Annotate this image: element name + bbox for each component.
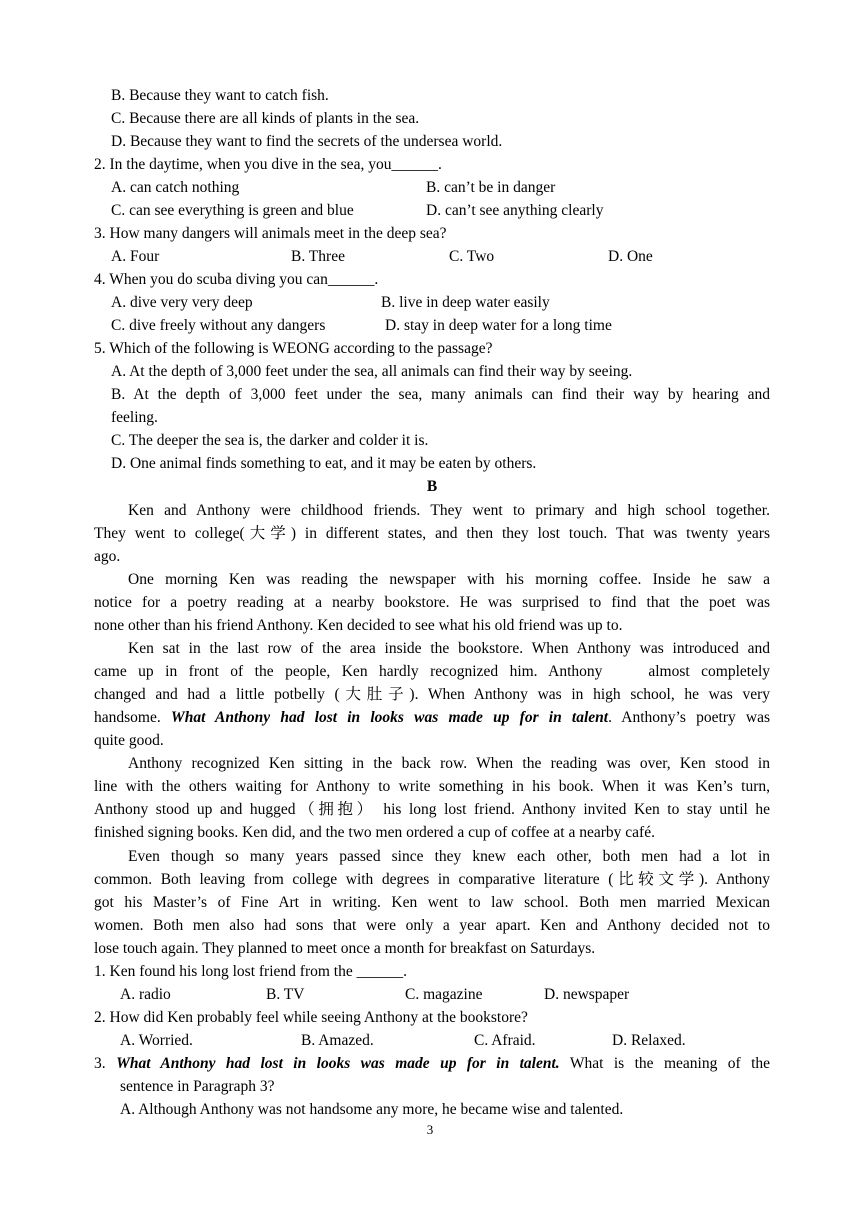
b-question-3-stem: [94, 1052, 770, 1075]
paragraph-2-line: One morning Ken was reading the newspaper with his morning coffee. Inside he saw a: [128, 571, 770, 588]
paragraph-4-line: Anthony stood up and hugged（拥抱） his long lost friend. Anthony invited Ken to stay until he: [94, 801, 770, 818]
option-c: C. dive freely without any dangers: [111, 317, 326, 334]
paragraph-3-line: changed and had a little potbelly (大肚子). When Anthony was in high school, he was very: [94, 686, 770, 703]
option-b: B. Amazed.: [301, 1032, 374, 1049]
emphasized-sentence: What Anthony had lost in looks was made up for in talent.: [116, 1055, 560, 1072]
question-4-stem: 4. When you do scuba diving you can______.: [94, 271, 379, 288]
b-question-2-stem: 2. How did Ken probably feel while seeing Anthony at the bookstore?: [94, 1009, 528, 1026]
question-3-stem: 3. How many dangers will animals meet in the deep sea?: [94, 225, 447, 242]
question-5-option-b: B. At the depth of 3,000 feet under the sea, many animals can find their way by hearing and: [111, 386, 770, 403]
option-d: D. Relaxed.: [612, 1032, 686, 1049]
option-c: C. magazine: [405, 986, 483, 1003]
option-a: A. dive very very deep: [111, 294, 253, 311]
option-b: B. live in deep water easily: [381, 294, 550, 311]
paragraph-2-line: notice for a poetry reading at a nearby bookstore. He was surprised to find that the poet was: [94, 594, 770, 611]
q1-option-c: C. Because there are all kinds of plants in the sea.: [111, 110, 420, 127]
paragraph-1-line: Ken and Anthony were childhood friends. They went to primary and high school together.: [128, 502, 770, 519]
paragraph-3-line: Ken sat in the last row of the area inside the bookstore. When Anthony was introduced and: [128, 640, 770, 657]
option-a: A. Worried.: [120, 1032, 193, 1049]
emphasized-sentence: What Anthony had lost in looks was made up for in talent: [170, 709, 609, 726]
paragraph-4-line: Anthony recognized Ken sitting in the back row. When the reading was over, Ken stood in: [128, 755, 770, 772]
paragraph-1-line: They went to college(大学) in different states, and then they lost touch. That was twenty years: [94, 525, 770, 542]
option-a: A. can catch nothing: [111, 179, 240, 196]
paragraph-3-line: quite good.: [94, 732, 164, 749]
question-5-stem: 5. Which of the following is WEONG according to the passage?: [94, 340, 493, 357]
question-5-option-a: A. At the depth of 3,000 feet under the sea, all animals can find their way by seeing.: [111, 363, 633, 380]
paragraph-5-line: got his Master’s of Fine Art in writing. Ken went to law school. Both men married Mexican: [94, 894, 770, 911]
page-number: 3: [426, 1122, 434, 1137]
question-5-option-b-cont: feeling.: [111, 409, 158, 426]
text: What is the meaning of the: [559, 1055, 771, 1072]
option-b: B. TV: [266, 986, 305, 1003]
option-c: C. Afraid.: [474, 1032, 536, 1049]
paragraph-5-line: lose touch again. They planned to meet once a month for breakfast on Saturdays.: [94, 940, 596, 957]
b-question-3-stem-cont: sentence in Paragraph 3?: [120, 1078, 275, 1095]
b-question-3-option-a: A. Although Anthony was not handsome any more, he became wise and talented.: [120, 1101, 624, 1118]
option-a: A. Four: [111, 248, 160, 265]
q1-option-b: B. Because they want to catch fish.: [111, 87, 329, 104]
option-d: D. One: [608, 248, 653, 265]
option-b: B. Three: [291, 248, 345, 265]
option-d: D. can’t see anything clearly: [426, 202, 604, 219]
paragraph-5-line: women. Both men also had sons that were only a year apart. Ken and Anthony decided not to: [94, 917, 770, 934]
option-d: D. stay in deep water for a long time: [385, 317, 612, 334]
option-a: A. radio: [120, 986, 171, 1003]
section-b-heading: B: [426, 478, 438, 495]
text: handsome.: [94, 709, 171, 726]
question-number: 3.: [94, 1055, 117, 1072]
paragraph-4-line: line with the others waiting for Anthony to write something in his book. When it was Ken’s turn,: [94, 778, 770, 795]
paragraph-3-line: came up in front of the people, Ken hardly recognized him. Anthony almost completely: [94, 663, 770, 680]
question-2-stem: 2. In the daytime, when you dive in the sea, you______.: [94, 156, 442, 173]
paragraph-4-line: finished signing books. Ken did, and the two men ordered a cup of coffee at a nearby café.: [94, 824, 655, 841]
option-d: D. newspaper: [544, 986, 630, 1003]
paragraph-3-line-with-emphasis: [94, 706, 770, 729]
option-c: C. Two: [449, 248, 495, 265]
b-question-1-stem: 1. Ken found his long lost friend from the ______.: [94, 963, 407, 980]
q1-option-d: D. Because they want to find the secrets of the undersea world.: [111, 133, 503, 150]
paragraph-5-line: Even though so many years passed since they knew each other, both men had a lot in: [128, 848, 770, 865]
text: . Anthony’s poetry was: [608, 709, 770, 726]
question-5-option-d: D. One animal finds something to eat, and it may be eaten by others.: [111, 455, 537, 472]
option-c: C. can see everything is green and blue: [111, 202, 354, 219]
option-b: B. can’t be in danger: [426, 179, 556, 196]
paragraph-1-line: ago.: [94, 548, 121, 565]
paragraph-2-line: none other than his friend Anthony. Ken decided to see what his old friend was up to.: [94, 617, 623, 634]
question-5-option-c: C. The deeper the sea is, the darker and colder it is.: [111, 432, 429, 449]
paragraph-5-line: common. Both leaving from college with degrees in comparative literature (比较文学). Anthony: [94, 871, 770, 888]
